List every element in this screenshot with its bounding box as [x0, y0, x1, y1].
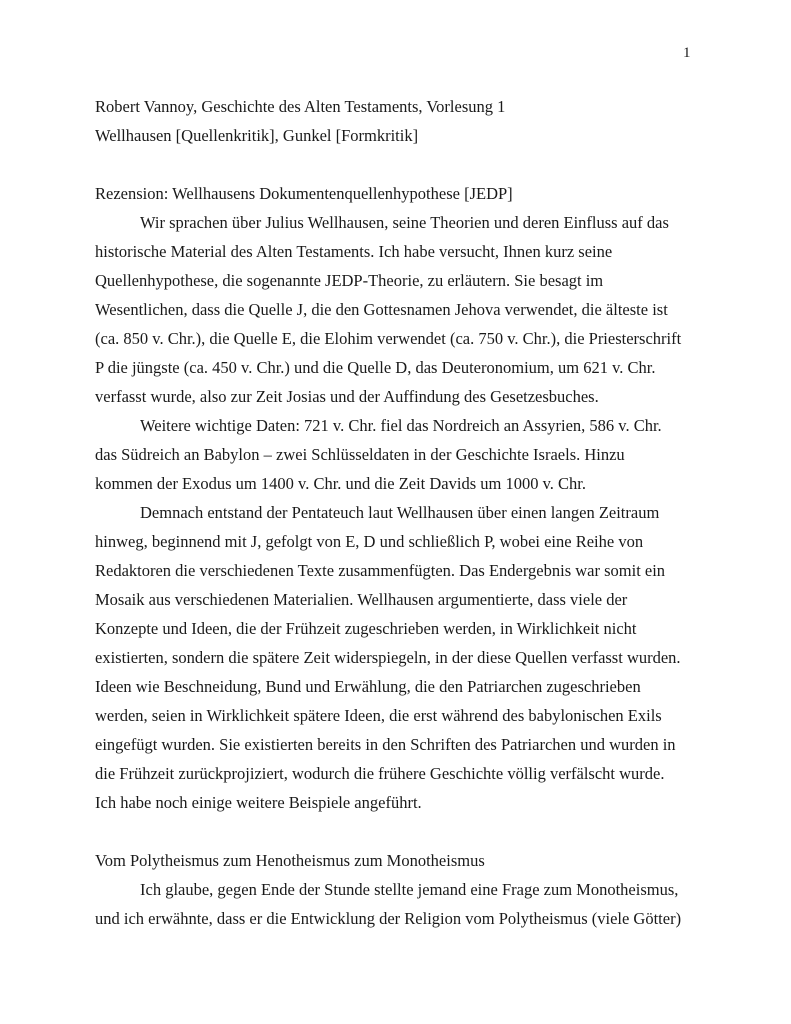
text-line: historische Material des Alten Testaments. Ich habe versucht, Ihnen kurz seine	[95, 242, 613, 261]
text-line: und ich erwähnte, dass er die Entwicklung der Religion vom Polytheismus (viele Götter)	[95, 909, 682, 928]
blank-line	[95, 150, 715, 179]
paragraph	[95, 875, 715, 933]
text-line: hinweg, beginnend mit J, gefolgt von E, D und schließlich P, wobei eine Reihe von	[95, 532, 644, 551]
text-line: Mosaik aus verschiedenen Materialien. Wellhausen argumentierte, dass viele der	[95, 590, 628, 609]
text-line: Weitere wichtige Daten: 721 v. Chr. fiel das Nordreich an Assyrien, 586 v. Chr.	[140, 416, 662, 435]
text-line: Demnach entstand der Pentateuch laut Wellhausen über einen langen Zeitraum	[140, 503, 660, 522]
text-line: P die jüngste (ca. 450 v. Chr.) und die Quelle D, das Deuteronomium, um 621 v. Chr.	[95, 358, 656, 377]
text-line: eingefügt wurden. Sie existierten bereits in den Schriften des Patriarchen und wurden in	[95, 735, 676, 754]
text-line: Ich habe noch einige weitere Beispiele angeführt.	[95, 793, 422, 812]
title-line: Robert Vannoy, Geschichte des Alten Testaments, Vorlesung 1	[95, 97, 506, 116]
text-line: werden, seien in Wirklichkeit spätere Ideen, die erst während des babylonischen Exils	[95, 706, 662, 725]
text-line: verfasst wurde, also zur Zeit Josias und der Auffindung des Gesetzesbuches.	[95, 387, 599, 406]
text-line: existierten, sondern die spätere Zeit widerspiegeln, in der diese Quellen verfasst wurden.	[95, 648, 681, 667]
blank-line	[95, 817, 715, 846]
text-line: (ca. 850 v. Chr.), die Quelle E, die Elohim verwendet (ca. 750 v. Chr.), die Priesterschrift	[95, 329, 682, 348]
page-number: 1	[683, 45, 691, 61]
page-content	[95, 92, 715, 933]
text-line: das Südreich an Babylon – zwei Schlüsseldaten in der Geschichte Israels. Hinzu	[95, 445, 625, 464]
text-line: die Frühzeit zurückprojiziert, wodurch die frühere Geschichte völlig verfälscht wurde.	[95, 764, 665, 783]
text-line: Konzepte und Ideen, die der Frühzeit zugeschrieben werden, in Wirklichkeit nicht	[95, 619, 637, 638]
subtitle-line: Wellhausen [Quellenkritik], Gunkel [Formkritik]	[95, 126, 419, 145]
text-line: Ich glaube, gegen Ende der Stunde stellte jemand eine Frage zum Monotheismus,	[140, 880, 679, 899]
section-heading-jedp: Rezension: Wellhausens Dokumentenquellenhypothese [JEDP]	[95, 184, 513, 203]
text-line: Quellenhypothese, die sogenannte JEDP-Theorie, zu erläutern. Sie besagt im	[95, 271, 604, 290]
paragraph	[95, 498, 715, 817]
text-line: Redaktoren die verschiedenen Texte zusammenfügten. Das Endergebnis war somit ein	[95, 561, 666, 580]
section-heading-monotheismus: Vom Polytheismus zum Henotheismus zum Monotheismus	[95, 851, 485, 870]
text-line: Wir sprachen über Julius Wellhausen, seine Theorien und deren Einfluss auf das	[140, 213, 669, 232]
text-line: kommen der Exodus um 1400 v. Chr. und die Zeit Davids um 1000 v. Chr.	[95, 474, 586, 493]
text-line: Wesentlichen, dass die Quelle J, die den Gottesnamen Jehova verwendet, die älteste ist	[95, 300, 668, 319]
paragraph	[95, 208, 715, 411]
paragraph	[95, 411, 715, 498]
text-line: Ideen wie Beschneidung, Bund und Erwählung, die den Patriarchen zugeschrieben	[95, 677, 641, 696]
